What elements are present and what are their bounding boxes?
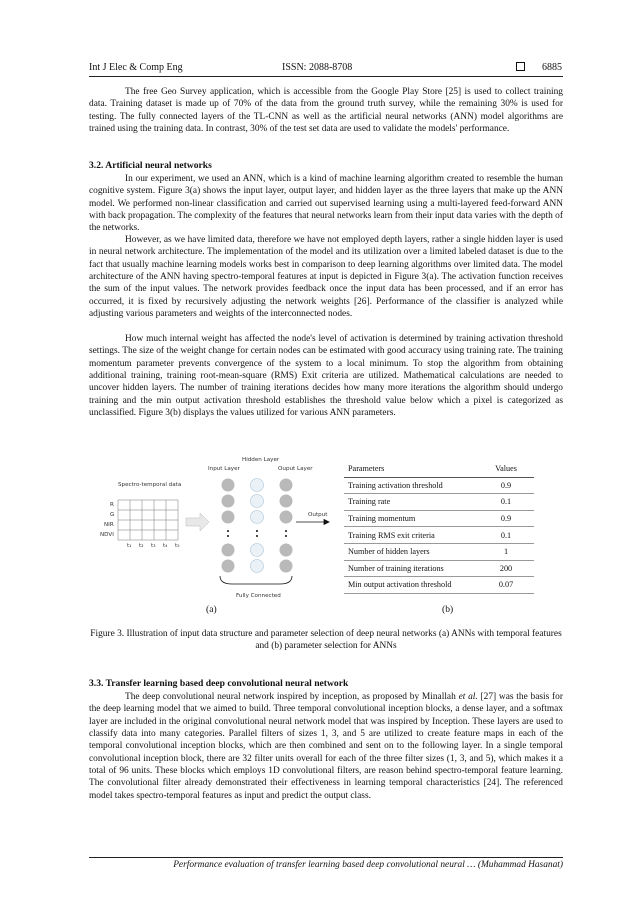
figure-caption: Figure 3. Illustration of input data structure and parameter selection of deep neural networks (a) ANNs with temporal features and (b) parameter selection for ANNs [90, 629, 562, 652]
param-name: Min output activation threshold [344, 577, 478, 594]
row-label-r: R [110, 502, 114, 508]
subfigure-label-b: (b) [442, 604, 454, 615]
time-label-t3: t₃ [151, 543, 156, 549]
spectro-temporal-grid [118, 500, 178, 540]
paragraph-tl-cnn [89, 691, 563, 802]
table-row [344, 577, 534, 594]
time-label-t4: t₄ [163, 543, 168, 549]
param-value: 0.9 [478, 510, 534, 527]
table-row [344, 527, 534, 544]
param-value: 0.07 [478, 577, 534, 594]
ellipsis-dots [227, 530, 287, 537]
intro-paragraph: The free Geo Survey application, which is accessible from the Google Play Store [25] is used to collect training data. Training dataset is made up of 70% of the data from the ground truth survey, while the remaining 30% is used for testing. The fully connected layers of the TL-CNN as well as the artificial neural networks (ANN) model algorithms are trained using the training data. In contrast, 30% of the test set data are used to validate the models' performance. [89, 87, 563, 135]
row-label-nir: NIR [104, 522, 114, 528]
param-name: Training rate [344, 494, 478, 511]
table-row [344, 560, 534, 577]
input-layer-label: Input Layer [208, 466, 240, 472]
journal-name: Int J Elec & Comp Eng [89, 62, 183, 73]
table-row [344, 477, 534, 494]
table-row [344, 510, 534, 527]
time-label-t1: t₁ [127, 543, 132, 549]
et-al: et al. [458, 692, 478, 702]
footer-rule [89, 857, 563, 858]
ann-parameters-table [344, 461, 534, 594]
subfigure-label-a: (a) [206, 604, 217, 615]
param-name: Number of training iterations [344, 560, 478, 577]
ann-architecture-figure [96, 455, 336, 605]
paragraph-text-rest: [27] was the basis for the deep learning model that we aimed to build. Three temporal convolutional inception blocks, a dense layer, and a softmax layer are included in the original convolutional neural network model that was inspired by Inception. These layers are used to classify data into many categories. Parallel filters of sizes 1, 3, and 5 are utilized to create feature maps in each of the temporal convolutional inception blocks, which are then combined and sent on to the following layer. In a single temporal convolutional inception block, there are 32 filter units overall for each of the three filter sizes (1, 3, and 5), which makes it a total of 96 units. These blocks which employs 1D convolutional filters, are reason behind spectro-temporal feature learning. The convolutional filter already demonstrated their effectiveness in learning temporal characteristics [24]. The referenced model takes spectro-temporal features as input and predict the output class. [89, 692, 563, 801]
fully-connected-label: Fully Connected [236, 593, 281, 599]
output-layer-label: Ouput Layer [278, 466, 313, 472]
output-layer-nodes [280, 479, 293, 573]
footer-running-title: Performance evaluation of transfer learning based deep convolutional neural … (Muhammad Hasanat) [173, 860, 563, 870]
issn: ISSN: 2088-8708 [282, 62, 353, 73]
param-name: Training RMS exit criteria [344, 527, 478, 544]
output-label: Output [308, 512, 328, 518]
paragraph-ann-3: How much internal weight has affected the node's level of activation is determined by training activation threshold settings. The size of the weight change for certain nodes can be estimated with good accuracy using training rate. The training momentum parameter prevents convergence of the system to a local minimum. To stop the algorithm from obtaining additional training, training root-mean-square (RMS) Exit criteria are utilized. Mathematical calculations are needed to uncover hidden layers. The number of training iterations decides how many more iterations the algorithm should undergo training and the min output activation threshold establishes the threshold value below which a pixel is categorized as unclassified. Figure 3(b) displays the values utilized for various ANN parameters. [89, 334, 563, 419]
page-number: 6885 [542, 62, 562, 73]
paragraph-ann-2: However, as we have limited data, therefore we have not employed depth layers, rather a single hidden layer is used in neural network architecture. The implementation of the model and its utilization over a limited labeled dataset is due to the fact that usually machine learning models works best in comparison to deep learning algorithms over limited data. The model architecture of the ANN having spectro-temporal features at input is depicted in Figure 3(a). The activation function receives the sum of the input values. The network provides feedback once the input data has been processed, and if an error has occurred, it is fixed by recursively adjusting the network weights [26]. Performance of the classifier is analyzed while adjusting various parameters and weights of the interconnected nodes. [89, 235, 563, 320]
section-title-3-3: 3.3. Transfer learning based deep convolutional neural network [89, 678, 349, 689]
param-value: 1 [478, 543, 534, 560]
hidden-layer-nodes [251, 479, 264, 573]
paragraph-ann-1: In our experiment, we used an ANN, which is a kind of machine learning algorithm created to resemble the human cognitive system. Figure 3(a) shows the input layer, output layer, and hidden layer as the three layers that make up the ANN model. We performed non-linear classification and carried out supervised learning using a multi-layered feed-forward ANN with back propagation. The complexity of the features that neural networks learn from their input data varies with the depth of the networks. [89, 174, 563, 234]
param-value: 0.1 [478, 527, 534, 544]
fully-connected-bracket [220, 576, 292, 584]
input-arrow-icon [186, 513, 209, 531]
square-icon [516, 62, 525, 73]
param-name: Training momentum [344, 510, 478, 527]
time-label-t5: t₅ [175, 543, 180, 549]
output-arrow-icon [296, 520, 329, 525]
param-value: 200 [478, 560, 534, 577]
ann-diagram [96, 455, 336, 605]
param-name: Training activation threshold [344, 477, 478, 494]
time-label-t2: t₂ [139, 543, 144, 549]
section-title-3-2: 3.2. Artificial neural networks [89, 160, 212, 171]
param-value: 0.1 [478, 494, 534, 511]
hidden-layer-label: Hidden Layer [242, 457, 280, 463]
row-label-g: G [110, 512, 115, 518]
paragraph-text-start: The deep convolutional neural network inspired by inception, as proposed by Minallah [125, 692, 459, 702]
spectro-temporal-label: Spectro-temporal data [118, 482, 182, 488]
param-name: Number of hidden layers [344, 543, 478, 560]
param-value: 0.9 [478, 477, 534, 494]
header-values: Values [478, 461, 534, 477]
header-parameters: Parameters [344, 461, 478, 477]
row-label-ndvi: NDVI [100, 532, 114, 538]
header-rule [89, 76, 563, 77]
table-row [344, 543, 534, 560]
input-layer-nodes [222, 479, 235, 573]
table-header-row [344, 461, 534, 477]
table-row [344, 494, 534, 511]
